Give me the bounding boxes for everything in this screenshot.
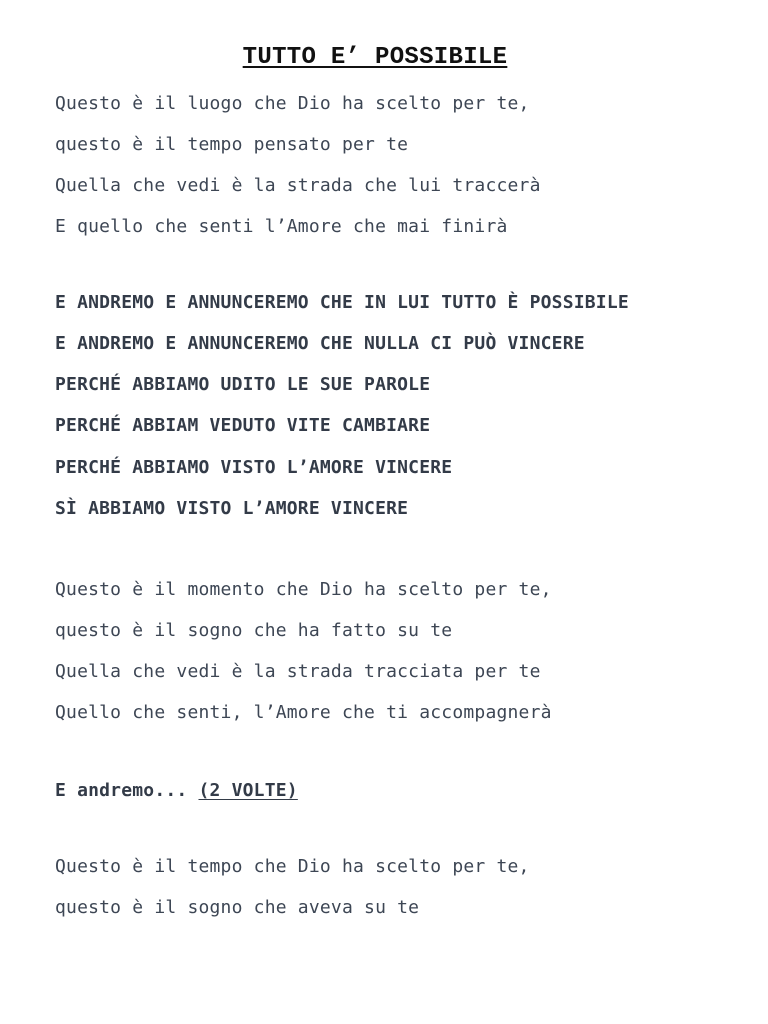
refrain-text: E andremo... [55,780,199,801]
stanza2-line-4: Quello che senti, l’Amore che ti accompagnerà [55,702,552,723]
chorus-line-6: SÌ ABBIAMO VISTO L’AMORE VINCERE [55,498,409,519]
chorus-line-5: PERCHÉ ABBIAMO VISTO L’AMORE VINCERE [55,457,453,478]
stanza1-line-3: Quella che vedi è la strada che lui traccerà [55,175,541,196]
stanza1-line-2: questo è il tempo pensato per te [55,134,409,155]
refrain-reference [55,779,298,803]
chorus-line-2: E ANDREMO E ANNUNCEREMO CHE NULLA CI PUÒ VINCERE [55,333,585,354]
stanza1-line-1: Questo è il luogo che Dio ha scelto per te, [55,93,530,114]
stanza2-line-1: Questo è il momento che Dio ha scelto per te, [55,579,552,600]
stanza2-line-3: Quella che vedi è la strada tracciata per te [55,661,541,682]
stanza2-line-2: questo è il sogno che ha fatto su te [55,620,453,641]
chorus-line-3: PERCHÉ ABBIAMO UDITO LE SUE PAROLE [55,374,431,395]
stanza1-line-4: E quello che senti l’Amore che mai finirà [55,216,508,237]
stanza3-line-1: Questo è il tempo che Dio ha scelto per te, [55,856,530,877]
chorus-line-1: E ANDREMO E ANNUNCEREMO CHE IN LUI TUTTO È POSSIBILE [55,292,629,313]
song-title: TUTTO E’ POSSIBILE [242,44,508,71]
repeat-note: (2 VOLTE) [198,780,298,801]
chorus-line-4: PERCHÉ ABBIAM VEDUTO VITE CAMBIARE [55,415,431,436]
stanza3-line-2: questo è il sogno che aveva su te [55,897,420,918]
